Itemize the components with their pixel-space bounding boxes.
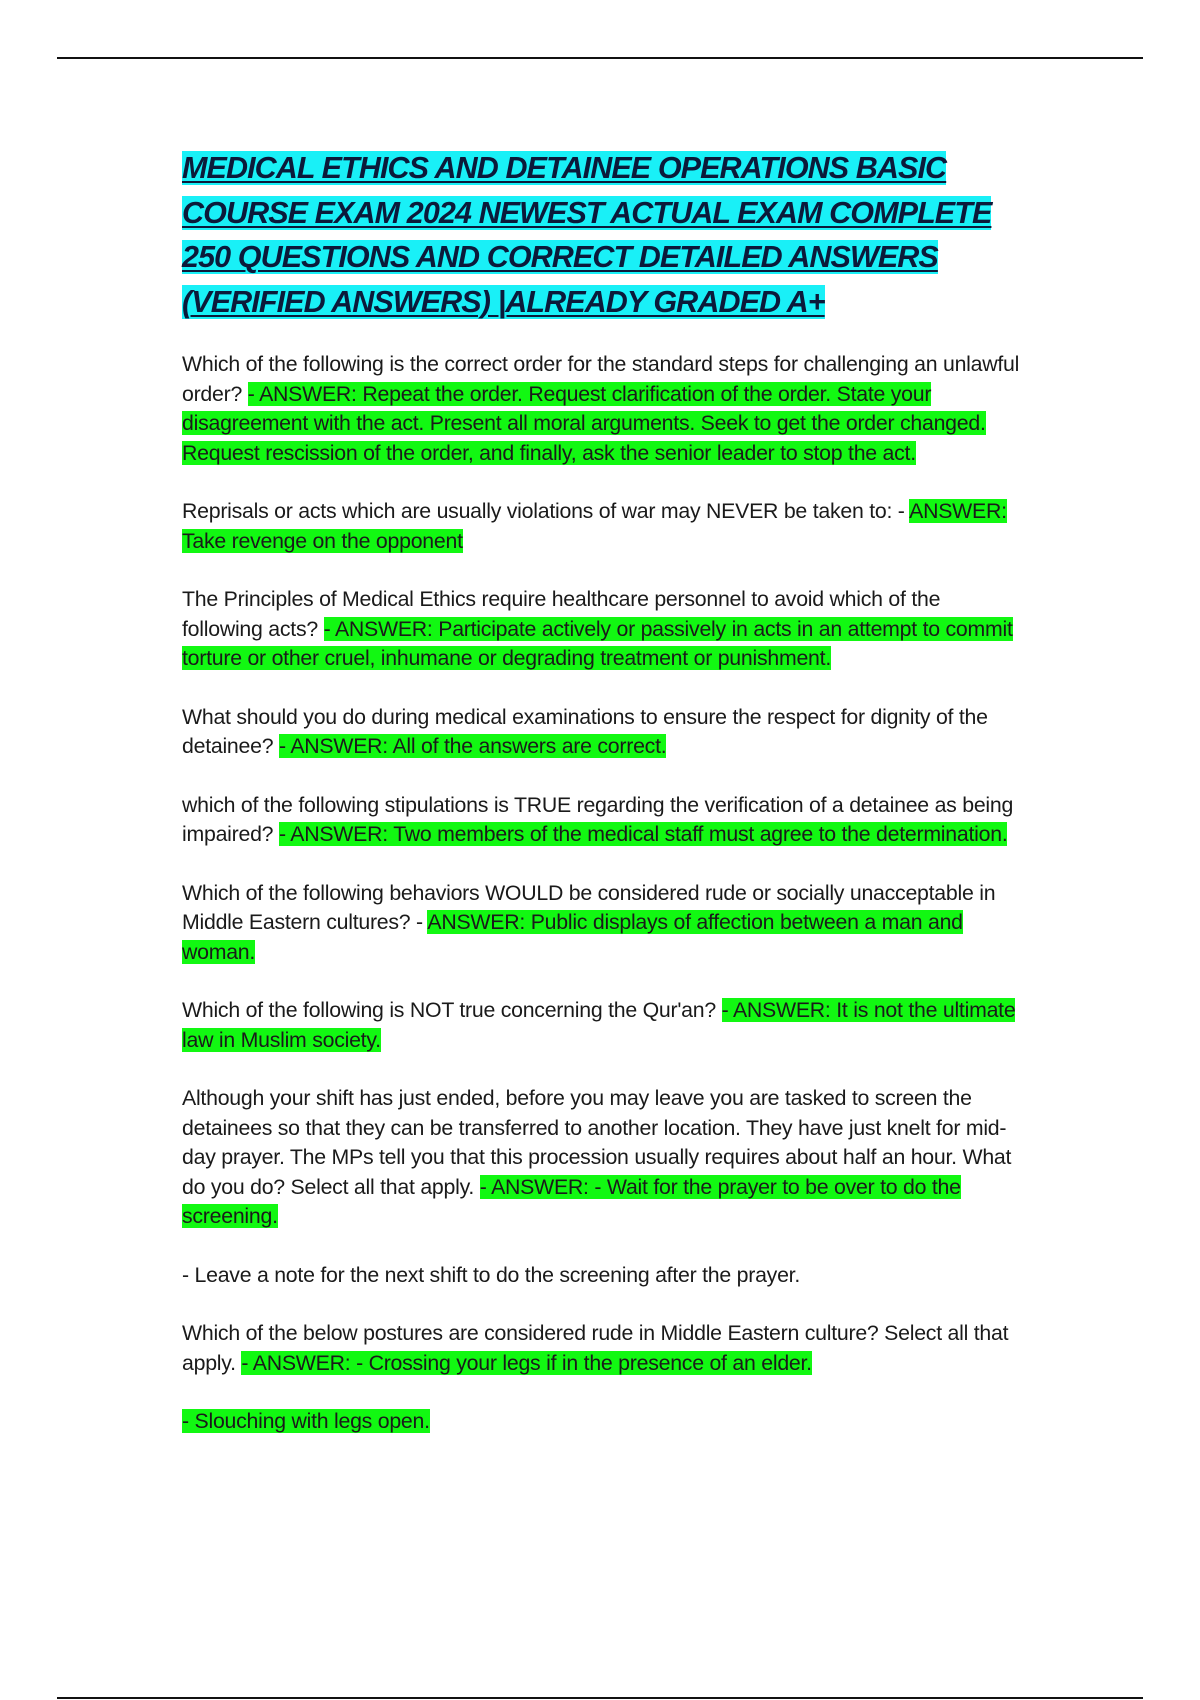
qa-item-6: [182, 879, 1024, 968]
answer-text: - ANSWER: Participate actively or passively in acts in an attempt to commit torture or other cruel, inhumane or degrading treatment or punishment.: [182, 616, 1013, 670]
page-top-rule: [57, 57, 1143, 59]
answer-text: - Slouching with legs open.: [182, 1409, 430, 1433]
qa-item-4: [182, 703, 1024, 762]
answer-text: - ANSWER: - Crossing your legs if in the presence of an elder.: [241, 1350, 812, 1375]
qa-item-7: [182, 996, 1024, 1055]
qa-item-1: [182, 350, 1024, 468]
answer-text: - ANSWER: - Wait for the prayer to be over to do the screening.: [182, 1174, 961, 1228]
qa-item-10: [182, 1319, 1024, 1378]
question-text: Reprisals or acts which are usually violations of war may NEVER be taken to: -: [182, 499, 910, 523]
question-text: Although your shift has just ended, before you may leave you are tasked to screen the detainees so that they can be transferred to another location. They have just knelt for mid-day prayer. The MPs tell you that this procession usually requires about half an hour. What do you do? Select all that apply.: [182, 1086, 1012, 1199]
answer-text: - ANSWER: Two members of the medical staff must agree to the determination.: [278, 822, 1008, 846]
question-text: The Principles of Medical Ethics require healthcare personnel to avoid which of the following acts?: [182, 587, 941, 641]
document-title: [182, 146, 1024, 324]
answer-text: - ANSWER: Repeat the order. Request clarification of the order. State your disagreement with the act. Present all moral arguments. Seek to get the order changed. Request rescission of the order, and finally, ask the senior leader to stop the act.: [182, 381, 986, 465]
question-text: Which of the following is NOT true concerning the Qur'an?: [182, 998, 722, 1022]
answer-text: ANSWER: Take revenge on the opponent: [182, 499, 1007, 553]
answer-text: ANSWER: Public displays of affection between a man and woman.: [182, 910, 963, 964]
qa-item-8: [182, 1084, 1024, 1232]
answer-text: - ANSWER: It is not the ultimate law in Muslim society.: [182, 998, 1016, 1052]
page-bottom-rule: [57, 1697, 1143, 1699]
question-text: which of the following stipulations is TRUE regarding the verification of a detainee as being impaired?: [182, 792, 1014, 846]
qa-item-5: [182, 791, 1024, 850]
qa-item-9: [182, 1261, 1024, 1291]
document-body: [182, 146, 1024, 1466]
question-text: Which of the following behaviors WOULD be considered rude or socially unacceptable in Middle Eastern cultures? -: [182, 880, 996, 934]
answer-text: - ANSWER: All of the answers are correct.: [278, 734, 667, 758]
question-text: - Leave a note for the next shift to do the screening after the prayer.: [182, 1262, 800, 1287]
question-text: Which of the following is the correct order for the standard steps for challenging an unlawful order?: [182, 352, 1020, 406]
title-highlight: MEDICAL ETHICS AND DETAINEE OPERATIONS BASIC COURSE EXAM 2024 NEWEST ACTUAL EXAM COMPLETE 250 QUESTIONS AND CORRECT DETAILED ANSWERS (VERIFIED ANSWERS) |ALREADY GRADED A+: [182, 151, 992, 319]
qa-item-11: [182, 1407, 1024, 1437]
qa-item-3: [182, 585, 1024, 674]
question-text: What should you do during medical examinations to ensure the respect for dignity of the detainee?: [182, 704, 988, 758]
question-text: Which of the below postures are considered rude in Middle Eastern culture? Select all that apply.: [182, 1321, 1009, 1375]
qa-item-2: [182, 497, 1024, 556]
